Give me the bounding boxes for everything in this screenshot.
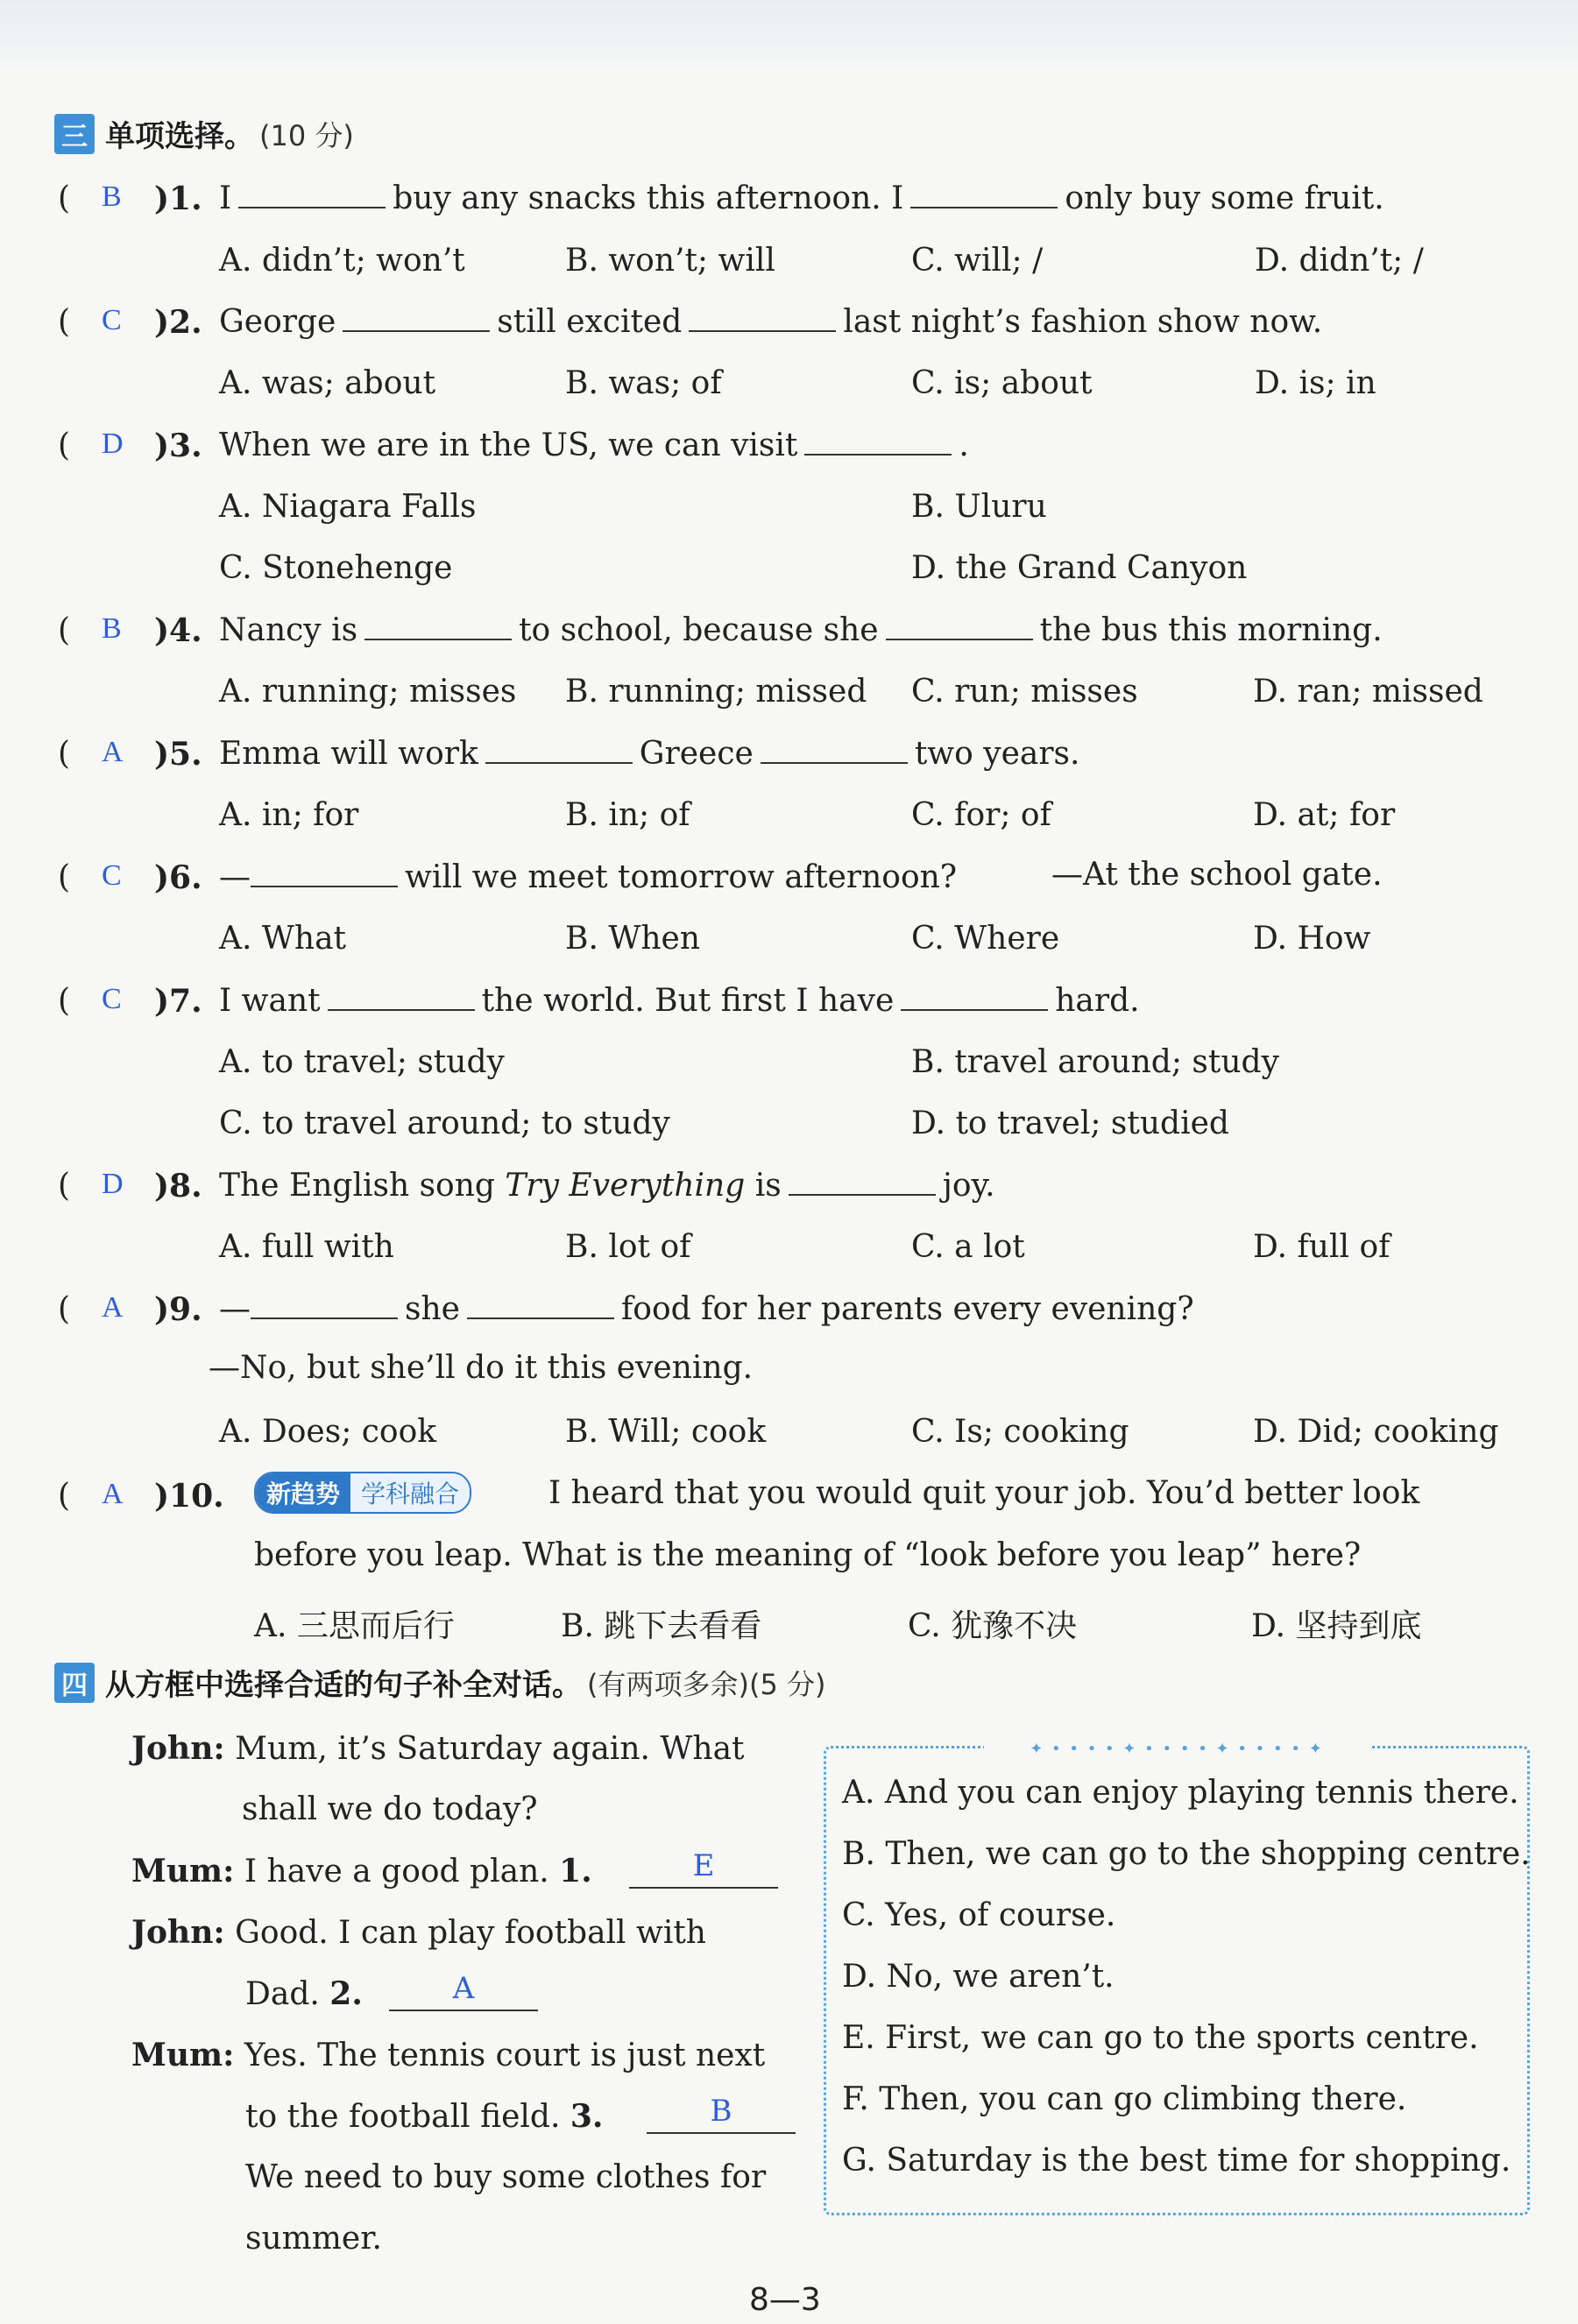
section-title: 从方框中选择合适的句子补全对话。 [105, 1668, 582, 1703]
question-stem: I heard that you would quit your job. You’d better look [548, 1475, 1420, 1511]
option-b: B. 跳下去看看 [561, 1608, 762, 1644]
option-a: A. to travel; study [219, 1044, 505, 1080]
option-d: D. to travel; studied [911, 1105, 1229, 1141]
blank [886, 612, 1033, 640]
option-c: C. will; / [911, 243, 1044, 279]
box-option-b: B. Then, we can go to the shopping centre. [842, 1836, 1531, 1872]
option-a: A. didn’t; won’t [219, 243, 465, 279]
option-b: B. When [565, 921, 701, 957]
blank [761, 736, 908, 764]
option-a: A. What [219, 921, 347, 957]
option-a: A. was; about [219, 365, 436, 401]
option-c: C. Is; cooking [911, 1414, 1129, 1450]
answer: B [102, 180, 122, 213]
question-number: )6. [154, 859, 202, 896]
option-d: D. How [1253, 921, 1371, 957]
blank [689, 304, 836, 332]
question-stem: I want the world. But first I have hard. [219, 983, 1140, 1019]
answer: C [102, 304, 122, 336]
trend-tag [254, 1472, 471, 1514]
answer: B [102, 612, 122, 645]
speaker: John: [131, 1730, 225, 1767]
dialogue-line-cont: Dad. 2. [245, 1975, 363, 2012]
box-option-c: C. Yes, of course. [842, 1897, 1116, 1933]
question-number: )9. [154, 1291, 202, 1328]
question-stem: I buy any snacks this afternoon. I only buy some fruit. [219, 180, 1384, 216]
option-d: D. didn’t; / [1255, 243, 1424, 279]
option-b: B. in; of [565, 797, 690, 833]
box-option-f: F. Then, you can go climbing there. [842, 2081, 1407, 2117]
question-stem: The English song Try Everything is joy. [219, 1168, 995, 1204]
dialogue-line-cont: We need to buy some clothes for [245, 2159, 767, 2195]
option-a: A. Does; cook [219, 1414, 437, 1450]
tag-label-subject: 学科融合 [350, 1473, 470, 1512]
option-c: C. a lot [911, 1229, 1025, 1265]
option-d: D. at; for [1253, 797, 1396, 833]
option-b: B. Will; cook [565, 1414, 767, 1450]
blank [343, 304, 490, 332]
box-option-d: D. No, we aren’t. [842, 1959, 1115, 1995]
question-number: )7. [154, 983, 202, 1020]
section-number: 四 [54, 1663, 95, 1703]
dialogue-line: Mum: Yes. The tennis court is just next [131, 2037, 766, 2073]
section-score: (有两项多余)(5 分) [587, 1667, 826, 1701]
dialogue-line-cont: shall we do today? [242, 1791, 538, 1827]
dialogue-line: Mum: I have a good plan. 1. [131, 1853, 592, 1890]
blank [251, 1291, 398, 1319]
section-4-header [54, 1661, 825, 1704]
blank [467, 1291, 614, 1319]
option-c: C. Stonehenge [219, 550, 453, 586]
option-c: C. 犹豫不决 [908, 1608, 1078, 1644]
speaker: Mum: [131, 1853, 235, 1890]
section-title: 单项选择。 [105, 119, 254, 154]
option-d: D. the Grand Canyon [911, 550, 1248, 586]
blank [328, 983, 475, 1011]
section-3-header [54, 112, 354, 155]
answer: A [102, 1291, 124, 1324]
answer: D [102, 427, 124, 460]
option-d: D. full of [1253, 1229, 1390, 1265]
blank [804, 427, 952, 456]
answer-blank-3: B [647, 2094, 796, 2134]
option-b: B. won’t; will [565, 243, 775, 279]
question-stem: George still excited last night’s fashion show now. [219, 304, 1323, 340]
answer: A [102, 736, 124, 768]
question-stem-cont: before you leap. What is the meaning of “look before you leap” here? [254, 1537, 1362, 1573]
answer: C [102, 983, 122, 1015]
option-c: C. is; about [911, 365, 1093, 401]
option-d: D. Did; cooking [1253, 1414, 1499, 1450]
blank [364, 612, 512, 640]
option-a: A. full with [219, 1229, 394, 1265]
blank [910, 180, 1058, 208]
answer-blank-2: A [389, 1971, 538, 2011]
option-c: C. run; misses [911, 674, 1138, 710]
question-number: )10. [154, 1478, 224, 1515]
option-c: C. Where [911, 921, 1060, 957]
dialogue-line: John: Mum, it’s Saturday again. What [131, 1730, 745, 1767]
option-c: C. to travel around; to study [219, 1105, 670, 1141]
speaker: John: [131, 1914, 225, 1951]
top-band [0, 0, 1578, 79]
dialogue-line: John: Good. I can play football with [131, 1914, 706, 1951]
question-reply: —At the school gate. [1051, 857, 1383, 893]
option-d: D. ran; missed [1253, 674, 1483, 710]
option-d: D. is; in [1255, 365, 1376, 401]
question-stem: Emma will work Greece two years. [219, 736, 1080, 772]
tag-label-new-trend: 新趋势 [256, 1473, 350, 1512]
question-number: )2. [154, 304, 202, 341]
section-score: (10 分) [259, 118, 354, 152]
box-decoration: ✦ • • • • ✦ • • • • ✦ • • • • ✦ [984, 1740, 1369, 1758]
options-box [824, 1740, 1531, 2215]
worksheet-page: 三 单项选择。 (10 分) ( B )1. I buy any snacks this afternoon. I only buy some fruit. A. didn’t; won’t B. won’t; will C. will; / D. didn’t; / ( C )2. George still excited last night’s fashion show now. A. was; about B. was; of C. is; about D. is; in ( D )3. When we are in the US, we can visit . A. Niagara Falls B. Uluru C. Stonehenge D. the Grand Canyon ( B )4. Nancy is to school, because she the bus this morning. A. running; misses B. running; missed C. run; misses D. ran; missed ( A )5. Emma will work Greece two years. A. in; for B. in; of C. for; of D. at; for ( C )6. — will we meet tomorrow afternoon? —At the school gate. A. What B. When C. Where D. How ( C )7. I want the world. But first I have hard. A. to travel; study B. travel around; study C. to travel around; to study D. to travel; studied ( D )8. The English song Try Everything is joy. A. full with B. lot of C. a lot D. full of ( A )9. — she food for her parents every evening? —No, but she’ll do it this evening. A. Does; cook B. Will; cook C. Is; cooking D. Did; cooking ( A )10. 新趋势 学科融合 I heard that you would quit your job. You’d better look before you leap. What is the meaning of “look before you leap” here? A. 三思而后行 B. 跳下去看看 C. 犹豫不决 D. 坚持到底 四 从方框中选择合适的句子补全对话。 (有两项多余)(5 分) John: Mum, it’s Saturday again. What shall we do today? Mum: I have a good plan. 1. E John: Good. I can play football with Dad. 2. A Mum: Yes. The tennis court is just next to the football field. 3. B We need to buy some clothes for summer. ✦ • • • • ✦ • • • • ✦ • • • • ✦ A. And you can enjoy playing tennis there. B. Then, we can go to the shopping centre. C. Yes, of course. D. No, we aren’t. E. First, we can go to the sports centre. F. Then, you can go climbing there. G. Saturday is the best time for shopping. 8—3 [0, 0, 1578, 2324]
blank [251, 859, 398, 887]
answer-blank-1: E [629, 1848, 778, 1889]
page-number: 8—3 [749, 2282, 821, 2318]
blank [238, 180, 386, 208]
option-a: A. in; for [219, 797, 359, 833]
question-number: )1. [154, 180, 202, 217]
dialogue-line-cont: to the football field. 3. [245, 2098, 604, 2135]
answer: A [102, 1478, 124, 1510]
option-a: A. running; misses [219, 674, 517, 710]
question-stem: — will we meet tomorrow afternoon? [219, 859, 958, 895]
answer: C [102, 859, 122, 892]
question-number: )8. [154, 1168, 202, 1204]
option-d: D. 坚持到底 [1251, 1608, 1422, 1644]
option-b: B. Uluru [911, 489, 1047, 525]
question-stem: Nancy is to school, because she the bus this morning. [219, 612, 1383, 648]
blank [901, 983, 1048, 1011]
option-b: B. running; missed [565, 674, 867, 710]
question-stem: — she food for her parents every evening? [219, 1291, 1194, 1327]
blank [485, 736, 633, 764]
answer: D [102, 1168, 124, 1200]
option-b: B. travel around; study [911, 1044, 1279, 1080]
option-c: C. for; of [911, 797, 1051, 833]
question-stem: When we are in the US, we can visit . [219, 427, 969, 463]
question-number: )5. [154, 736, 202, 773]
box-option-e: E. First, we can go to the sports centre. [842, 2020, 1479, 2056]
question-reply: —No, but she’ll do it this evening. [209, 1350, 754, 1386]
dialogue-line-cont: summer. [245, 2221, 382, 2257]
question-number: )3. [154, 427, 202, 464]
question-number: )4. [154, 612, 202, 649]
section-number: 三 [54, 114, 95, 154]
option-a: A. Niagara Falls [219, 489, 477, 525]
speaker: Mum: [131, 2037, 235, 2073]
option-a: A. 三思而后行 [254, 1608, 455, 1644]
box-option-a: A. And you can enjoy playing tennis there. [842, 1775, 1519, 1811]
option-b: B. was; of [565, 365, 722, 401]
blank [789, 1168, 936, 1196]
box-option-g: G. Saturday is the best time for shopping. [842, 2143, 1511, 2179]
option-b: B. lot of [565, 1229, 691, 1265]
